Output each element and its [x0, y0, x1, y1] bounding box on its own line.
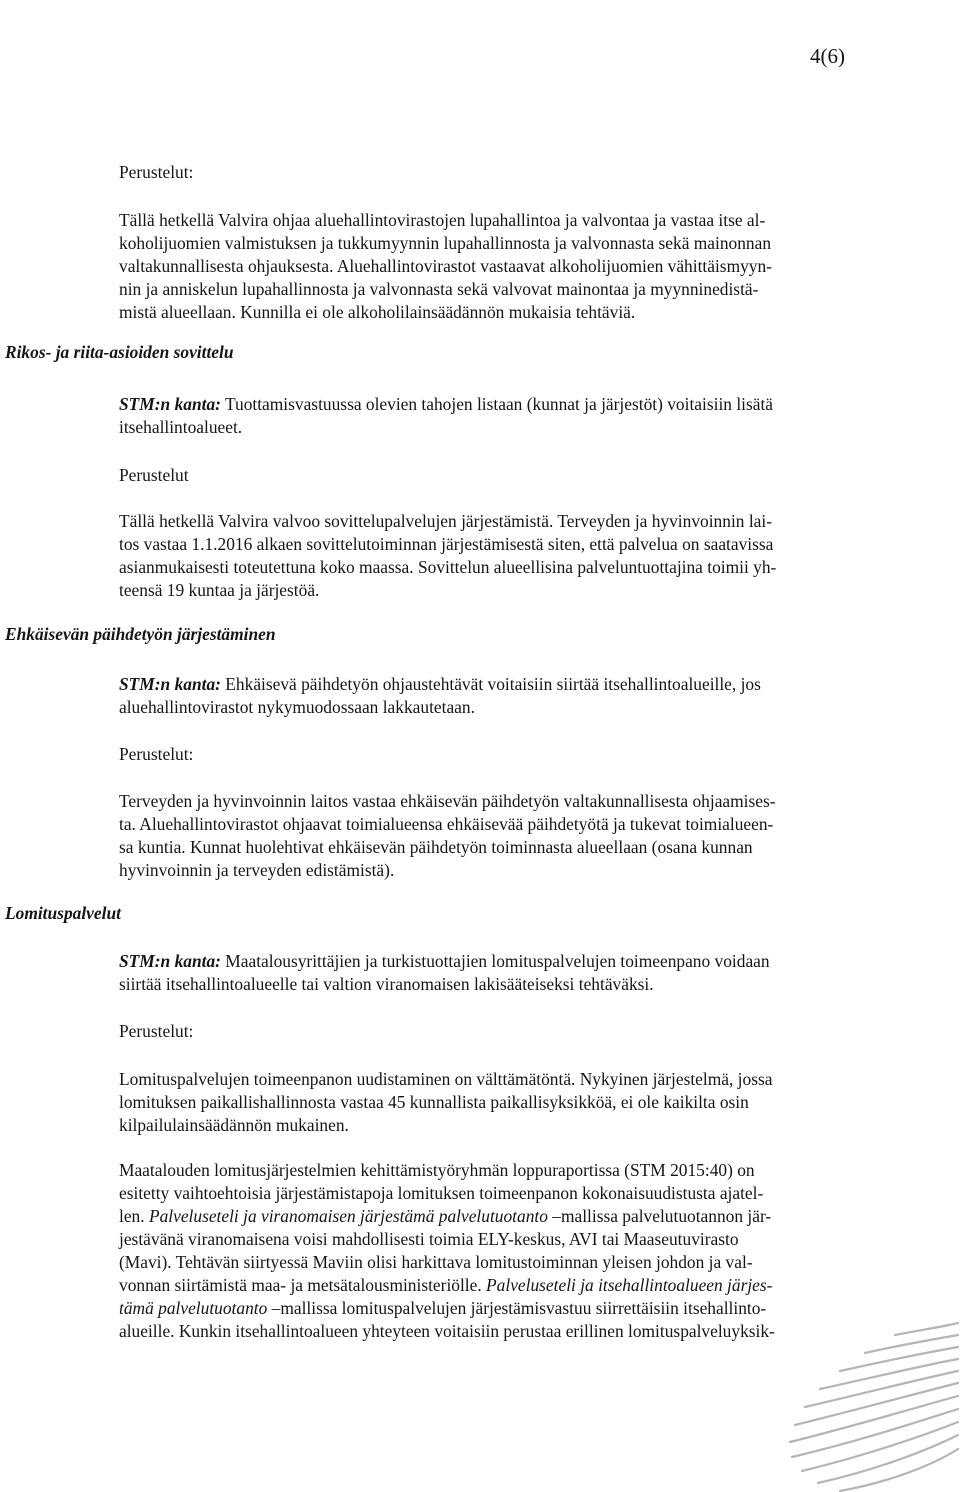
section2-stm-position [119, 393, 865, 439]
heading-rikos-riita-sovittelu: Rikos- ja riita-asioiden sovittelu [5, 342, 234, 362]
page-number: 4(6) [810, 44, 845, 68]
italic-model-name: tämä palvelutuotanto [119, 1298, 268, 1318]
italic-model-name: Palveluseteli ja viranomaisen järjestämä palvelutuotanto [148, 1206, 548, 1226]
text-line: (Mavi). Tehtävän siirtyessä Maviin olisi harkittava lomitustoiminnan yleisen johdon ja val- [119, 1252, 753, 1272]
section3-paragraph [119, 790, 865, 882]
section1-label: Perustelut: [119, 162, 194, 182]
section4-label: Perustelut: [119, 1021, 194, 1041]
text-line [119, 1274, 865, 1297]
text-line: sa kuntia. Kunnat huolehtivat ehkäisevän päihdetyön toiminnasta alueellaan (osana kunnan [119, 837, 753, 857]
text-line: mistä alueellaan. Kunnilla ei ole alkoholilainsäädännön mukaisia tehtäviä. [119, 302, 636, 322]
text-run: –mallissa palvelutuotannon jär- [547, 1206, 772, 1226]
section2-paragraph [119, 510, 865, 602]
heading-ehkaiseva-paihdetyo: Ehkäisevän päihdetyön järjestäminen [5, 624, 276, 644]
text-line: ta. Aluehallintovirastot ohjaavat toimialueensa ehkäisevää päihdetyötä ja tukevat toimialueen- [119, 814, 774, 834]
text-run: vonnan siirtämistä maa- ja metsätalousministeriölle. [119, 1275, 487, 1295]
section4-paragraph-1 [119, 1068, 865, 1137]
text-line: Lomituspalvelujen toimeenpanon uudistaminen on välttämätöntä. Nykyinen järjestelmä, jossa [119, 1069, 773, 1089]
section1-paragraph [119, 209, 865, 324]
stm-lead: STM:n kanta: [119, 394, 221, 414]
text-line: hyvinvoinnin ja terveyden edistämistä). [119, 860, 395, 880]
section2-label: Perustelut [119, 465, 189, 485]
text-line: kilpailulainsäädännön mukainen. [119, 1115, 349, 1135]
text-line: jestävänä viranomaisena voisi mahdollisesti toimia ELY-keskus, AVI tai Maaseutuvirasto [119, 1229, 739, 1249]
section4-stm-position [119, 950, 865, 996]
text-line: esitetty vaihtoehtoisia järjestämistapoja lomituksen toimeenpanon kokonaisuudistusta ajatel- [119, 1183, 764, 1203]
text-line: Tällä hetkellä Valvira ohjaa aluehallintovirastojen lupahallintoa ja valvontaa ja vastaa itse al- [119, 210, 766, 230]
stm-text: Maatalousyrittäjien ja turkistuottajien lomituspalvelujen toimeenpano voidaan [220, 951, 770, 971]
text-line: koholijuomien valmistuksen ja tukkumyynnin lupahallinnosta ja valvonnasta sekä mainonnan [119, 233, 772, 253]
text-line: teensä 19 kuntaa ja järjestöä. [119, 580, 320, 600]
text-line: aluehallintovirastot nykymuodossaan lakkautetaan. [119, 697, 475, 717]
stm-lead: STM:n kanta: [119, 951, 221, 971]
text-line: itsehallintoalueet. [119, 417, 243, 437]
text-line: alueille. Kunkin itsehallintoalueen yhteyteen voitaisiin perustaa erillinen lomituspalveluyksik- [119, 1321, 775, 1341]
text-run: –mallissa lomituspalvelujen järjestämisvastuu siirrettäisiin itsehallinto- [267, 1298, 767, 1318]
text-line: Tällä hetkellä Valvira valvoo sovittelupalvelujen järjestämistä. Terveyden ja hyvinvoinnin lai- [119, 511, 772, 531]
text-line: valtakunnallisesta ohjauksesta. Aluehallintovirastot vastaavat alkoholijuomien vähittäismyyn- [119, 256, 772, 276]
section3-label: Perustelut: [119, 744, 194, 764]
text-line: asianmukaisesti toteutettuna koko maassa. Sovittelun alueellisina palveluntuottajina toimii yh- [119, 557, 777, 577]
stm-lead: STM:n kanta: [119, 674, 221, 694]
text-line [119, 1205, 865, 1228]
heading-lomituspalvelut: Lomituspalvelut [5, 903, 121, 923]
text-line: lomituksen paikallishallinnosta vastaa 45 kunnallista paikallisyksikköä, ei ole kaikilta osin [119, 1092, 749, 1112]
text-line: tos vastaa 1.1.2016 alkaen sovittelutoiminnan järjestämisestä siten, että palvelua on saatavissa [119, 534, 774, 554]
text-line: Maatalouden lomitusjärjestelmien kehittämistyöryhmän loppuraportissa (STM 2015:40) on [119, 1160, 755, 1180]
text-line: Terveyden ja hyvinvoinnin laitos vastaa ehkäisevän päihdetyön valtakunnallisesta ohjaamises- [119, 791, 776, 811]
section3-stm-position [119, 673, 865, 719]
text-run: len. [119, 1206, 149, 1226]
italic-model-name: Palveluseteli ja itsehallintoalueen järjes- [486, 1275, 773, 1295]
text-line: nin ja anniskelun lupahallinnosta ja valvonnasta sekä valvovat mainontaa ja myynninedistä- [119, 279, 759, 299]
text-line: siirtää itsehallintoalueelle tai valtion viranomaisen lakisääteiseksi tehtäväksi. [119, 974, 654, 994]
stm-text: Ehkäisevä päihdetyön ohjaustehtävät voitaisiin siirtää itsehallintoalueille, jos [220, 674, 761, 694]
decorative-swoosh-graphic [690, 1305, 960, 1492]
stm-text: Tuottamisvastuussa olevien tahojen listaan (kunnat ja järjestöt) voitaisiin lisätä [220, 394, 774, 414]
